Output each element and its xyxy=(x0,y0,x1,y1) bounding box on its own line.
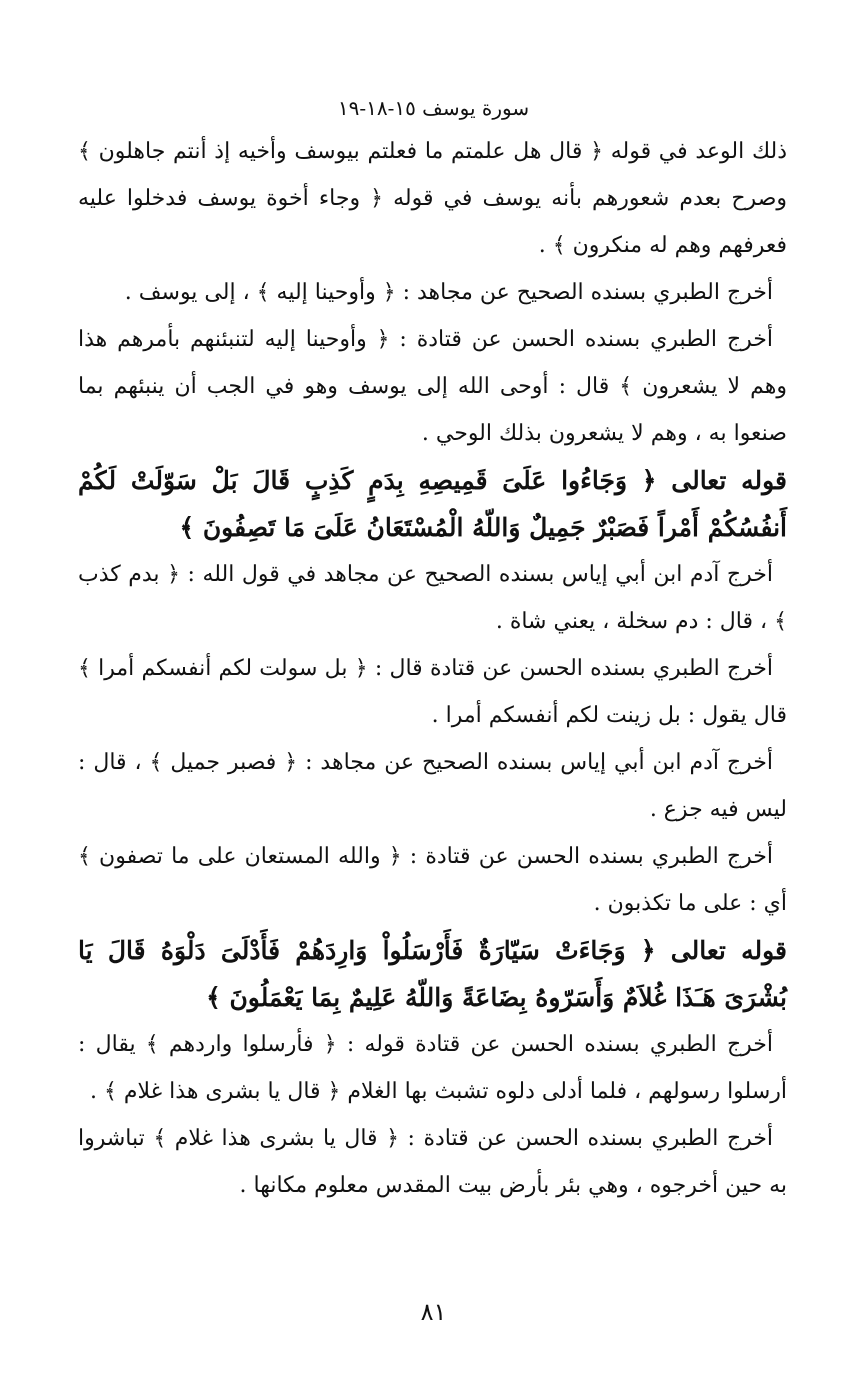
running-title: سورة يوسف ١٥-١٨-١٩ xyxy=(337,96,530,120)
paragraph-8: أخرج الطبري بسنده الحسن عن قتادة قوله : ﴿ فأرسلوا واردهم ﴾ يقال : أرسلوا رسولهم ، فلما أدلى دلوه تشبث بها الغلام ﴿ قال يا بشرى هذا غلام ﴾ . xyxy=(78,1032,787,1104)
verse-heading-2: قوله تعالى ﴿ وَجَاءَتْ سَيّارَةٌ فَأَرْسَلُواْ وَارِدَهُمْ فَأَدْلَىَ دَلْوَهُ قَالَ يَا بُشْرَىَ هَـَذَا غُلاَمٌ وَأَسَرّوهُ بِضَاعَةً وَاللّهُ عَلِيمٌ بِمَا يَعْمَلُونَ ﴾ xyxy=(78,936,787,1012)
body-text xyxy=(78,128,787,1209)
paragraph-9: أخرج الطبري بسنده الحسن عن قتادة : ﴿ قال يا بشرى هذا غلام ﴾ تباشروا به حين أخرجوه ، وهي بئر بأرض بيت المقدس معلوم مكانها . xyxy=(78,1126,787,1198)
paragraph-2: أخرج الطبري بسنده الصحيح عن مجاهد : ﴿ وأوحينا إليه ﴾ ، إلى يوسف . xyxy=(124,280,773,305)
paragraph-6: أخرج آدم ابن أبي إياس بسنده الصحيح عن مجاهد : ﴿ فصبر جميل ﴾ ، قال : ليس فيه جزع . xyxy=(78,750,787,822)
paragraph-5: أخرج الطبري بسنده الحسن عن قتادة قال : ﴿ بل سولت لكم أنفسكم أمرا ﴾ قال يقول : بل زينت لكم أنفسكم أمرا . xyxy=(78,656,787,728)
paragraph-4: أخرج آدم ابن أبي إياس بسنده الصحيح عن مجاهد في قول الله : ﴿ بدم كذب ﴾ ، قال : دم سخلة ، يعني شاة . xyxy=(78,562,787,634)
verse-heading-1: قوله تعالى ﴿ وَجَاءُوا عَلَىَ قَمِيصِهِ بِدَمٍ كَذِبٍ قَالَ بَلْ سَوّلَتْ لَكُمْ أَنفُسُكُمْ أَمْراً فَصَبْرٌ جَمِيلٌ وَاللّهُ الْمُسْتَعَانُ عَلَىَ مَا تَصِفُونَ ﴾ xyxy=(78,466,787,542)
paragraph-1: ذلك الوعد في قوله ﴿ قال هل علمتم ما فعلتم بيوسف وأخيه إذ أنتم جاهلون ﴾ وصرح بعدم شعورهم بأنه يوسف في قوله ﴿ وجاء أخوة يوسف فدخلوا عليه فعرفهم وهم له منكرون ﴾ . xyxy=(78,139,787,258)
page-number: ٨١ xyxy=(420,1298,447,1326)
paragraph-3: أخرج الطبري بسنده الحسن عن قتادة : ﴿ وأوحينا إليه لتنبئنهم بأمرهم هذا وهم لا يشعرون ﴾ قال : أوحى الله إلى يوسف وهو في الجب أن ينبئهم بما صنعوا به ، وهم لا يشعرون بذلك الوحي . xyxy=(78,327,787,446)
paragraph-7: أخرج الطبري بسنده الحسن عن قتادة : ﴿ والله المستعان على ما تصفون ﴾ أي : على ما تكذبون . xyxy=(78,844,787,916)
